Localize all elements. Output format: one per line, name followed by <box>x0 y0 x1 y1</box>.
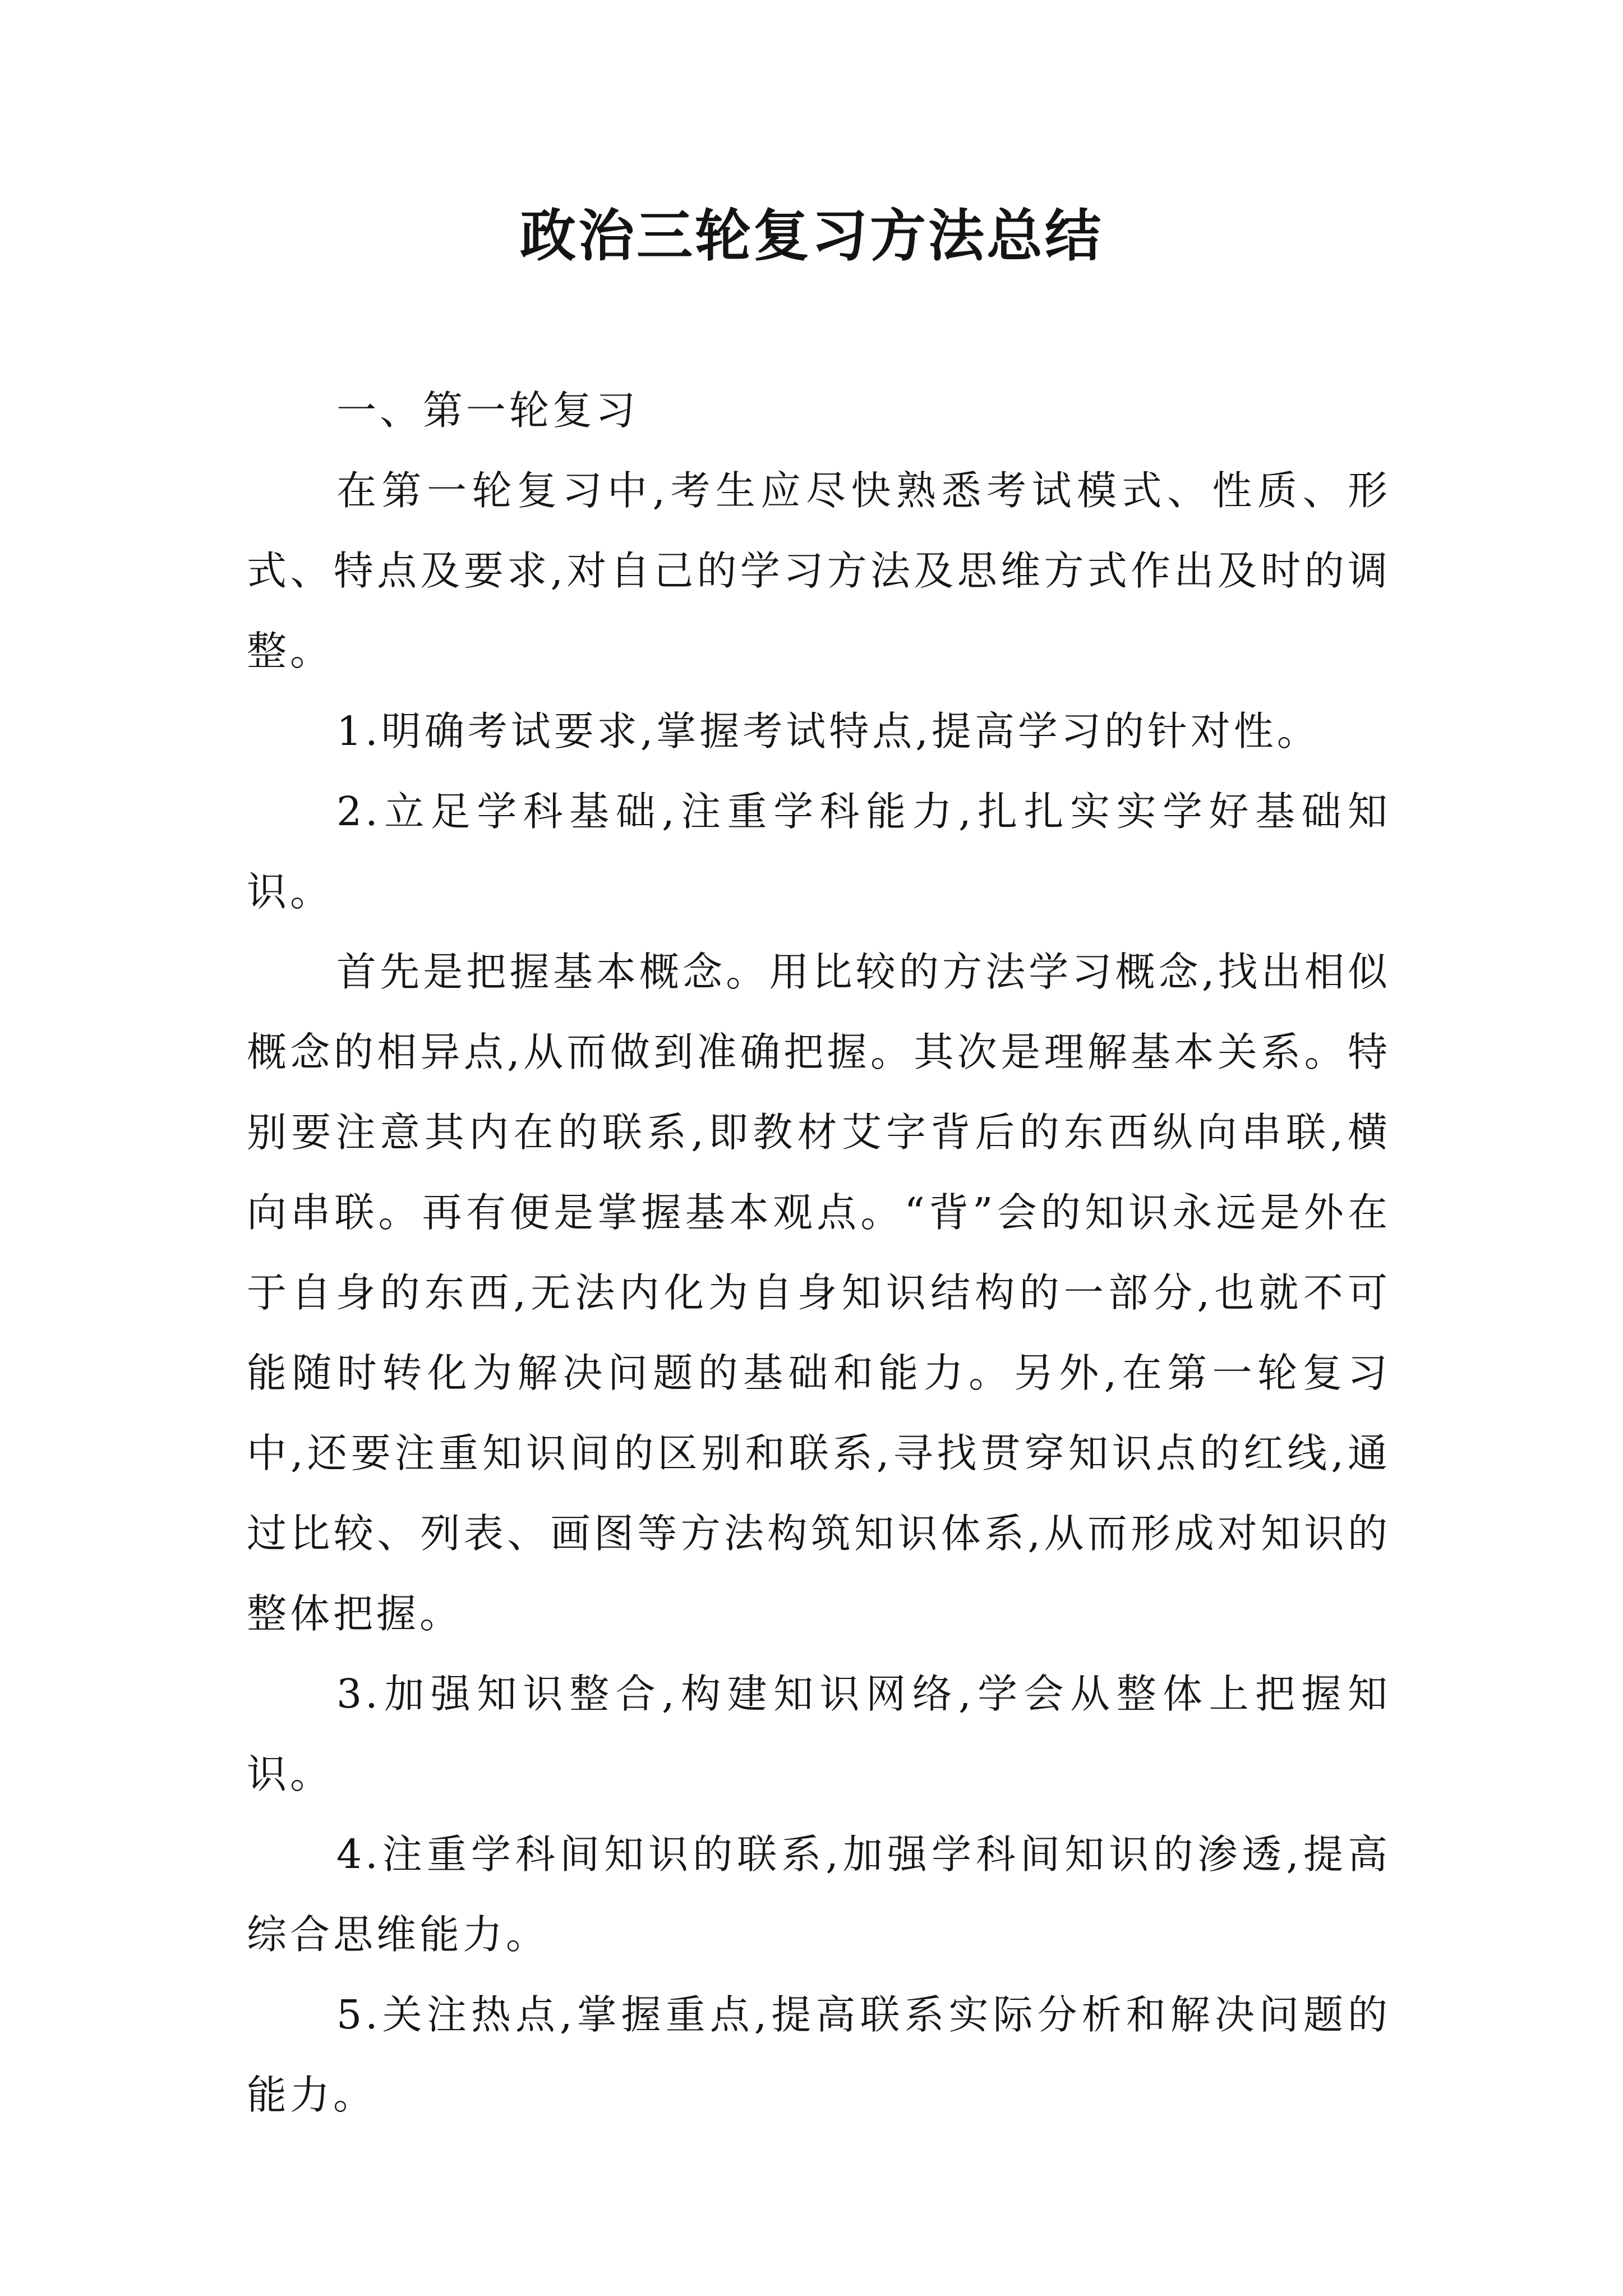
list-item: 5.关注热点,掌握重点,提高联系实际分析和解决问题的能力。 <box>247 1991 1391 2118</box>
list-item: 3.加强知识整合,构建知识网络,学会从整体上把握知识。 <box>247 1671 1391 1797</box>
list-item: 4.注重学科间知识的联系,加强学科间知识的渗透,提高综合思维能力。 <box>247 1831 1391 1958</box>
document-title: 政治三轮复习方法总结 <box>520 203 1103 269</box>
list-item: 1.明确考试要求,掌握考试特点,提高学习的针对性。 <box>336 708 1320 754</box>
paragraph: 首先是把握基本概念。用比较的方法学习概念,找出相似概念的相异点,从而做到准确把握。其次是理解基本关系。特别要注意其内在的联系,即教材艾字背后的东西纵向串联,横向串联。再有便是掌握基本观点。“背”会的知识永远是外在于自身的东西,无法内化为自身知识结构的一部分,也就不可能随时转化为解决问题的基础和能力。另外,在第一轮复习中,还要注重知识间的区别和联系,寻找贯穿知识点的红线,通过比较、列表、画图等方法构筑知识体系,从而形成对知识的整体把握。 <box>247 949 1391 1637</box>
document-body <box>247 370 1391 2135</box>
paragraph: 在第一轮复习中,考生应尽快熟悉考试模式、性质、形式、特点及要求,对自己的学习方法及思维方式作出及时的调整。 <box>247 467 1391 674</box>
list-item: 2.立足学科基础,注重学科能力,扎扎实实学好基础知识。 <box>247 788 1391 915</box>
section-heading: 一、第一轮复习 <box>336 387 639 434</box>
